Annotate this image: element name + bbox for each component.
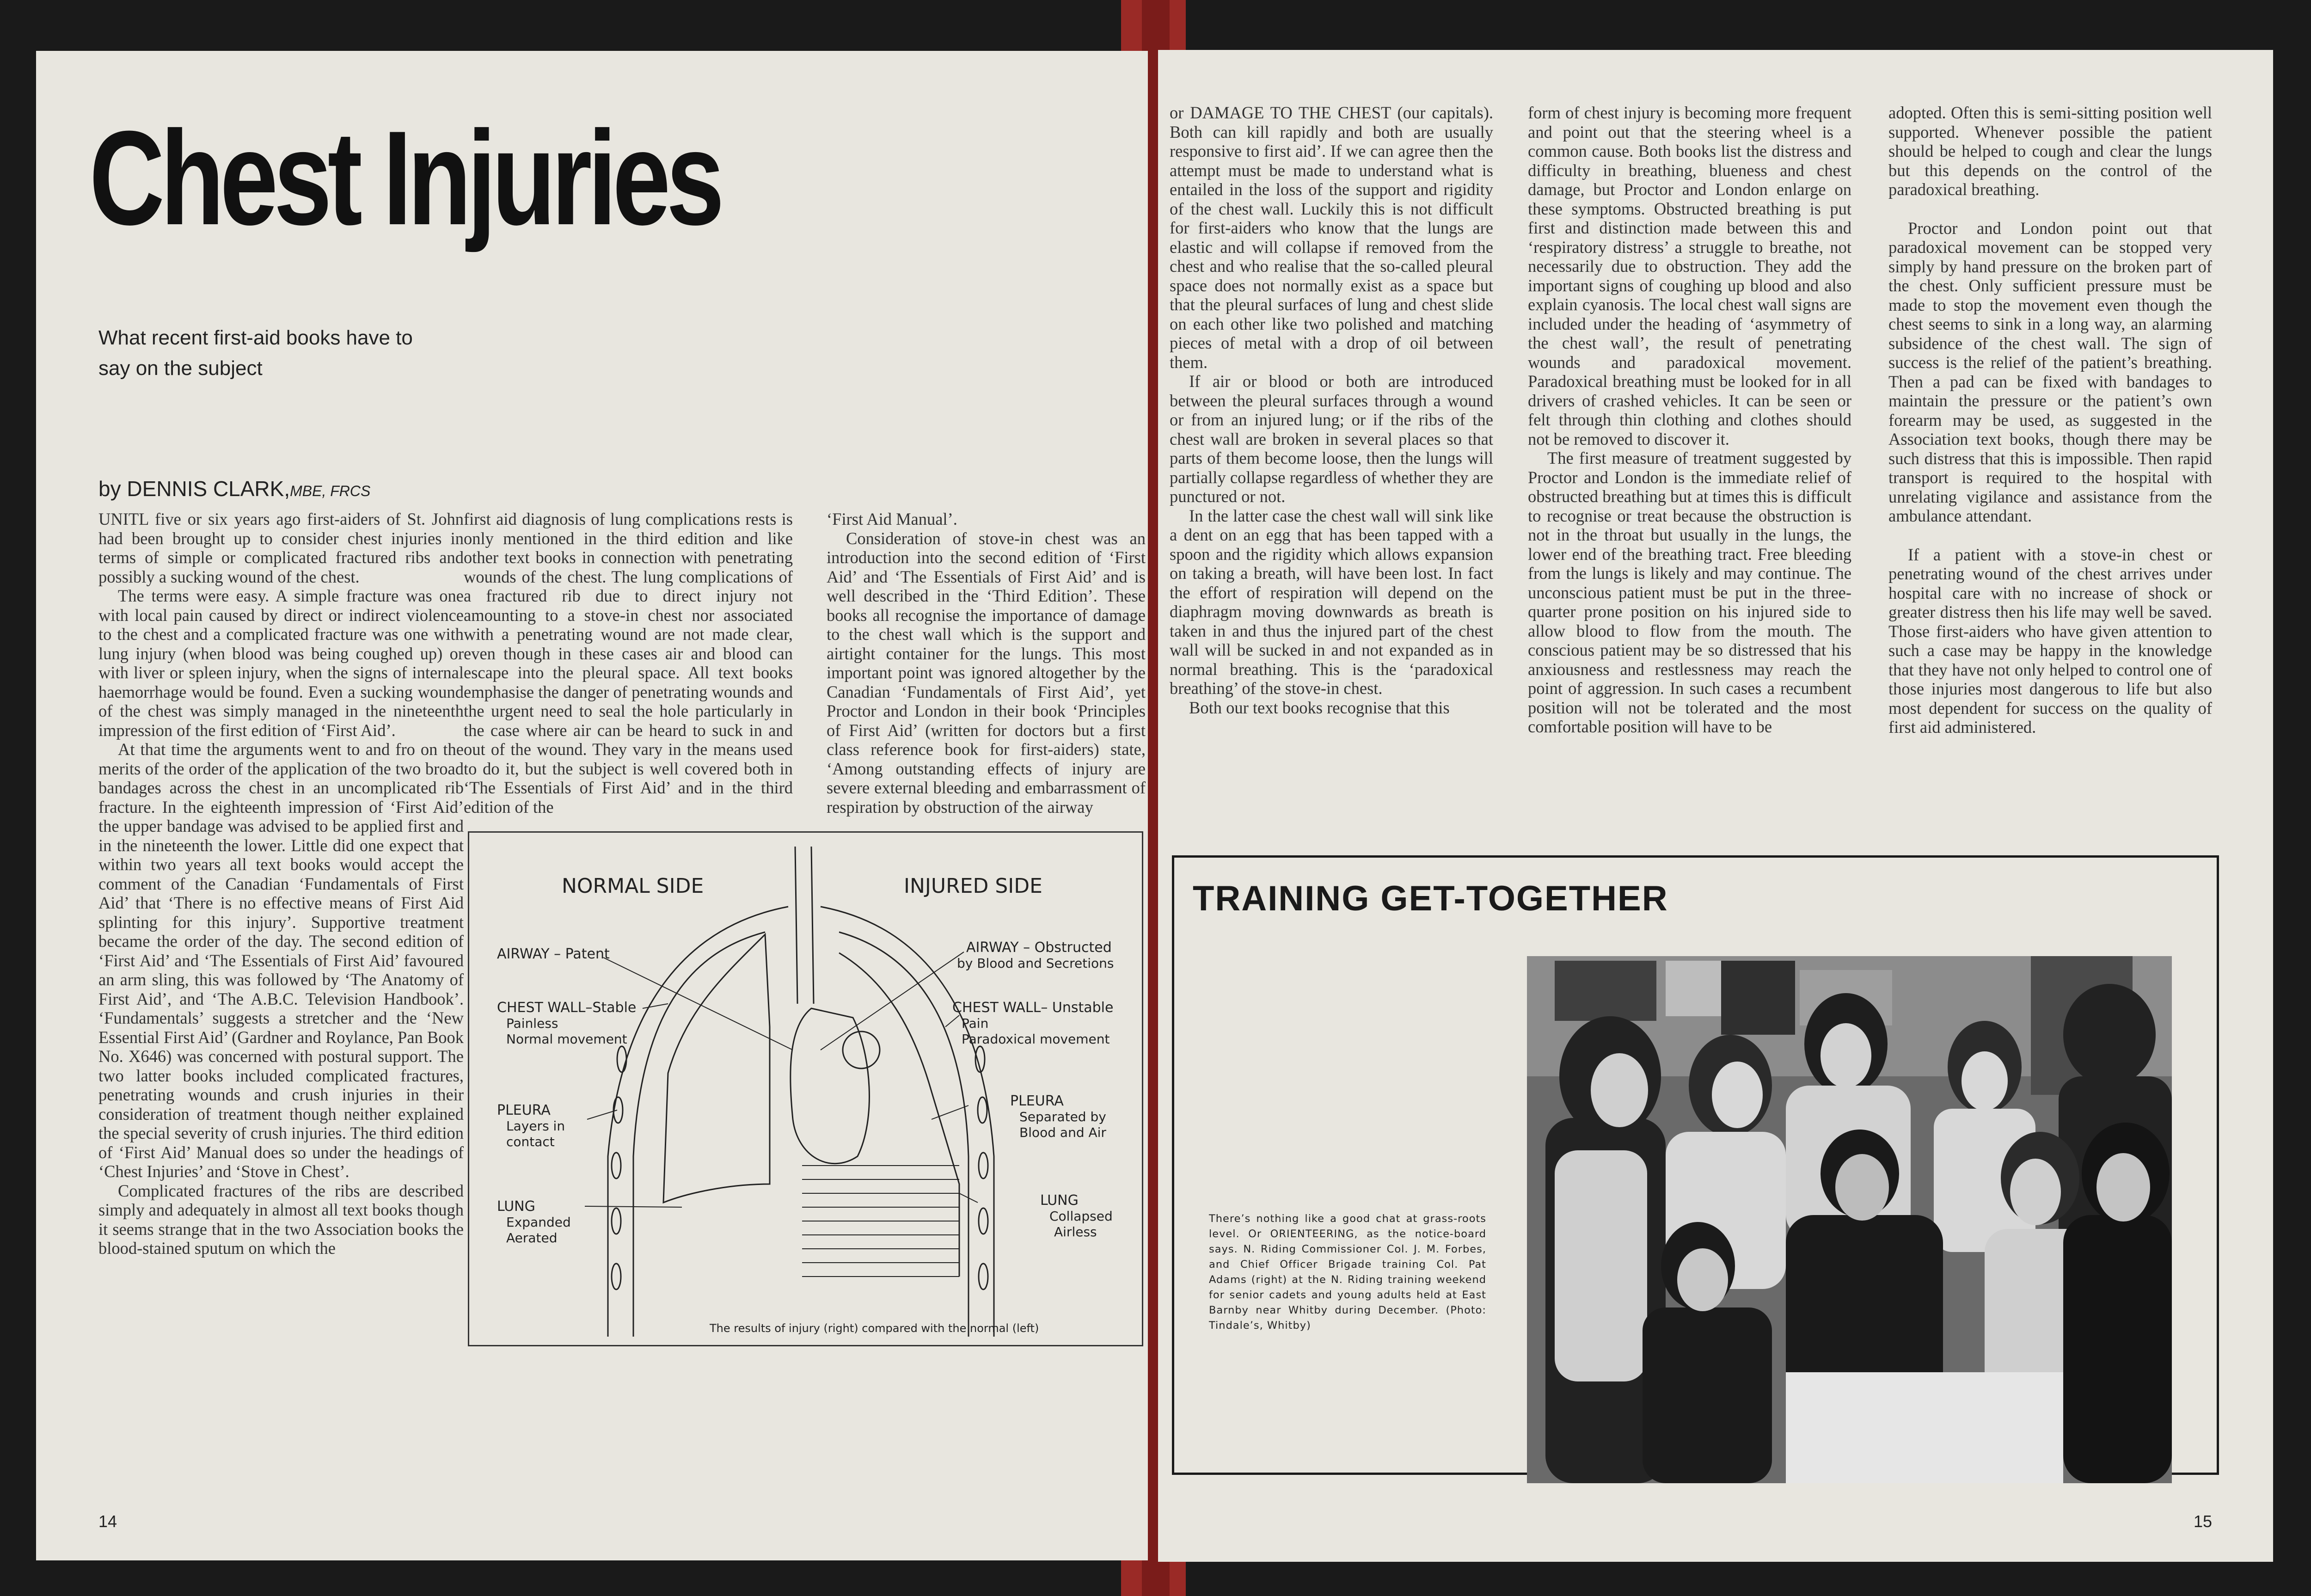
paragraph: The terms were easy. A simple fracture was one with local pain caused by direct or indirect violence to the chest and a complicated fracture was one with lung injury (when blood was being coughed up) or with liver or spleen injury, when the signs of internal haemorrhage would be found. Even a sucking wound of the chest was simply managed in the nineteenth impression of the first edition of ‘First Aid’. xyxy=(98,586,464,740)
separated-by-label: Separated by xyxy=(1019,1109,1106,1124)
aerated-label: Aerated xyxy=(506,1230,558,1246)
paragraph: In the latter case the chest wall will sink like a dent on an egg that has been tapped with a spoon and the rigidity which allows expansion on taking a breath, will have been lost. In fact the effort of respiration will depend on the diaphragm moving downwards as breath is taken in and thus the injured part of the chest wall will be sucked in and not expanded as in normal breathing. This is the ‘paradoxical breathing’ of the stove-in chest. xyxy=(1170,506,1493,698)
text-column-4 xyxy=(1170,103,1493,717)
painless-label: Painless xyxy=(506,1016,558,1031)
paragraph: adopted. Often this is semi-sitting position well supported. Whenever possible the patient should be helped to cough and clear the lungs but this depends on the control of the paradoxical breathing. xyxy=(1888,103,2212,199)
paragraph: or DAMAGE TO THE CHEST (our capitals). Both can kill rapidly and both are usually responsive to first aid’. If we can agree then the attempt must be made to understand what is entailed in the loss of the support and rigidity of the chest wall. Luckily this is not difficult for first-aiders who know that the lungs are elastic and will collapse if removed from the chest and who realise that the so-called pleural space does not normally exist as a space but that the pleural surfaces of lung and chest slide on each other like two polished and matching pieces of metal with a drop of oil between them. xyxy=(1170,103,1493,372)
paragraph: form of chest injury is becoming more frequent and point out that the steering wheel is a common cause. Both books list the distress and difficulty in breathing, blueness and chest damage, but Proctor and London enlarge on these symptoms. Obstructed breathing is put first and distinction made between this and ‘respiratory distress’ a struggle to breathe, not necessarily due to obstruction. They add the important signs of coughing up blood and also explain cyanosis. The local chest wall signs are included under the heading of ‘asymmetry of the chest wall’, the result of penetrating wounds and paradoxical movement. Paradoxical breathing must be looked for in all drivers of crashed vehicles. It can be seen or felt through thin clothing and clothes should not be removed to discover it. xyxy=(1528,103,1851,448)
paragraph: Both our text books recognise that this xyxy=(1189,698,1450,717)
lung-right-label: LUNG xyxy=(1040,1192,1079,1209)
lung-left-label: LUNG xyxy=(497,1198,535,1215)
group-photo xyxy=(1527,956,2172,1483)
airway-patent-label: AIRWAY – Patent xyxy=(497,946,610,962)
normal-movement-label: Normal movement xyxy=(506,1031,627,1047)
article-subtitle: What recent first-aid books have to say on the subject xyxy=(98,326,413,380)
text-column-5 xyxy=(1528,103,1851,737)
text-column-3 xyxy=(827,509,1146,816)
paragraph: Consideration of stove-in chest was an introduction into the second edition of ‘First Aid’ and ‘The Essentials of First Aid’ and is well described in the ‘Third Edition’. These books all recognise the importance of damage to the chest wall which is the support and airtight container for the lungs. This most important point was ignored altogether by the Canadian ‘Fundamentals of First Aid’, yet Proctor and London in their book ‘Principles of First Aid’ (written for doctors but a first class reference book for first-aiders) state, ‘Among outstanding effects of injury are severe external bleeding and embarrassment of respiration by obstruction of the airway xyxy=(827,528,1146,816)
paragraph: Proctor and London point out that paradoxical movement can be stopped very simply by hand pressure on the broken part of the chest. Only sufficient pressure must be made to stop the movement even though the chest seems to sink in a long way, an alarming subsidence of the chest wall. The sign of success is the relief of the patient’s breathing. Then a pad can be fixed with bandages to maintain the pressure or the patient’s own forearm may be used, as suggested in the Association text books, though there may be such distress that this is impossible. Then rapid transport is required to the hospital with unrelating vigilance and assistance from the ambulance attendant. xyxy=(1888,218,2212,525)
chest-diagram xyxy=(468,831,1143,1346)
training-title: TRAINING GET-TOGETHER xyxy=(1193,879,1668,918)
pleura-right-label: PLEURA xyxy=(1010,1093,1064,1109)
paradoxical-movement-label: Paradoxical movement xyxy=(962,1031,1110,1047)
pleura-left-label: PLEURA xyxy=(497,1102,551,1118)
photo-caption: There’s nothing like a good chat at grass-roots level. Or ORIENTEERING, as the notice-board says. N. Riding Commissioner Col. J. M. Forbes, and Chief Officer Brigade training Col. Pat Adams (right) at the N. Riding training weekend for senior cadets and young adults held at East Barnby near Whitby during December. (Photo: Tindale’s, Whitby) xyxy=(1209,1213,1486,1332)
byline-name: by DENNIS CLARK, xyxy=(98,477,290,501)
diagram-caption: The results of injury (right) compared with the normal (left) xyxy=(710,1322,1039,1335)
chest-wall-unstable-label: CHEST WALL– Unstable xyxy=(952,1000,1114,1016)
paragraph: first aid diagnosis of lung complications rests is only mentioned in the third edition and like other text books in connection with penetrating wounds of the chest. The lung complications of a fractured rib due to direct injury not amounting to a stove-in chest nor associated with a penetrating wound are not made clear, even though in these cases air and blood can escape into the pleural space. All text books emphasise the danger of penetrating wounds and the urgent need to seal the hole particularly in the case where air can be heard to suck in and out of the wound. They vary in the means used to do it, but the subject is well covered both in ‘The Essentials of First Aid’ and in the third edition of the xyxy=(464,509,793,816)
paragraph: UNITL five or six years ago first-aiders of St. John had been brought up to consider chest injuries in terms of simple or complicated fractured ribs and possibly a sucking wound of the chest. xyxy=(98,509,464,586)
blood-and-air-label: Blood and Air xyxy=(1019,1125,1106,1140)
airway-obstructed-label: AIRWAY – Obstructed xyxy=(966,939,1112,956)
layers-in-label: Layers in xyxy=(506,1118,565,1134)
paragraph: Complicated fractures of the ribs are described simply and adequately in almost all text books though it seems strange that in the two Association books the blood-stained sputum on which the xyxy=(98,1181,464,1258)
text-column-2 xyxy=(464,509,793,816)
paragraph: ‘First Aid Manual’. xyxy=(827,509,957,528)
page-number: 15 xyxy=(2194,1512,2213,1531)
normal-side-label: NORMAL SIDE xyxy=(562,874,704,898)
pain-label: Pain xyxy=(962,1016,989,1031)
collapsed-label: Collapsed xyxy=(1049,1209,1113,1224)
byline xyxy=(98,476,370,501)
page-number: 14 xyxy=(98,1512,117,1531)
byline-credentials: MBE, FRCS xyxy=(290,483,371,499)
paragraph: If air or blood or both are introduced between the pleural surfaces through a wound or from an injured lung; or if the ribs of the chest wall are broken in several places so that parts of them become loose, then the lungs will partially collapse regardless of whether they are punctured or not. xyxy=(1170,372,1493,506)
article-title: Chest Injuries xyxy=(89,103,720,253)
text-column-6 xyxy=(1888,103,2212,737)
paragraph: The first measure of treatment suggested by Proctor and London is the immediate relief of obstructed breathing but at times this is difficult to recognise or treat because the obstruction is not in the throat but usually in the lungs, the lower end of the breathing tract. Free bleeding from the lungs is likely and may continue. The unconscious patient must be put in the three-quarter prone position on his injured side to allow blood to flow from the mouth. The conscious patient may be so distressed that his anxiousness and restlessness may reach the point of aggression. In such cases a recumbent position will not be tolerated and the most comfortable position will have to be xyxy=(1528,448,1851,736)
contact-label: contact xyxy=(506,1134,555,1149)
expanded-label: Expanded xyxy=(506,1215,571,1230)
airless-label: Airless xyxy=(1054,1224,1097,1240)
paragraph: If a patient with a stove-in chest or penetrating wound of the chest arrives under hospital care with no increase of shock or greater distress then his life may well be saved. Those first-aiders who have given attention to such a case may be happy in the knowledge that they have not only helped to control one of those injuries most dangerous to life but also most dependent for success on the quality of first aid administered. xyxy=(1888,545,2212,737)
blood-secretions-label: by Blood and Secretions xyxy=(957,956,1114,971)
injured-side-label: INJURED SIDE xyxy=(904,874,1042,898)
paragraph: At that time the arguments went to and fro on the merits of the order of the application of the two broad bandages across the chest in an uncomplicated rib fracture. In the eighteenth impression of ‘First Aid’ the upper bandage was advised to be applied first and in the nineteenth the lower. Little did one expect that within two years all text books would accept the comment of the Canadian ‘Fundamentals of First Aid’ that ‘There is no effective means of First Aid splinting for this injury’. Supportive treatment became the order of the day. The second edition of ‘First Aid’ and ‘The Essentials of First Aid’ favoured an arm sling, this was followed by ‘The Anatomy of First Aid’, and ‘The A.B.C. Television Handbook’. ‘Fundamentals’ suggests a stretcher and the ‘New Essential First Aid’ (Gardner and Roylance, Pan Book No. X646) was concerned with postural support. The two latter books included complicated fractures, penetrating wounds and crush injuries in their consideration of treatment though neither explained the special severity of crush injuries. The third edition of ‘First Aid’ Manual does so under the headings of ‘Chest Injuries’ and ‘Stove in Chest’. xyxy=(98,740,464,1181)
chest-wall-stable-label: CHEST WALL–Stable xyxy=(497,1000,637,1016)
text-column-1 xyxy=(98,509,464,1258)
